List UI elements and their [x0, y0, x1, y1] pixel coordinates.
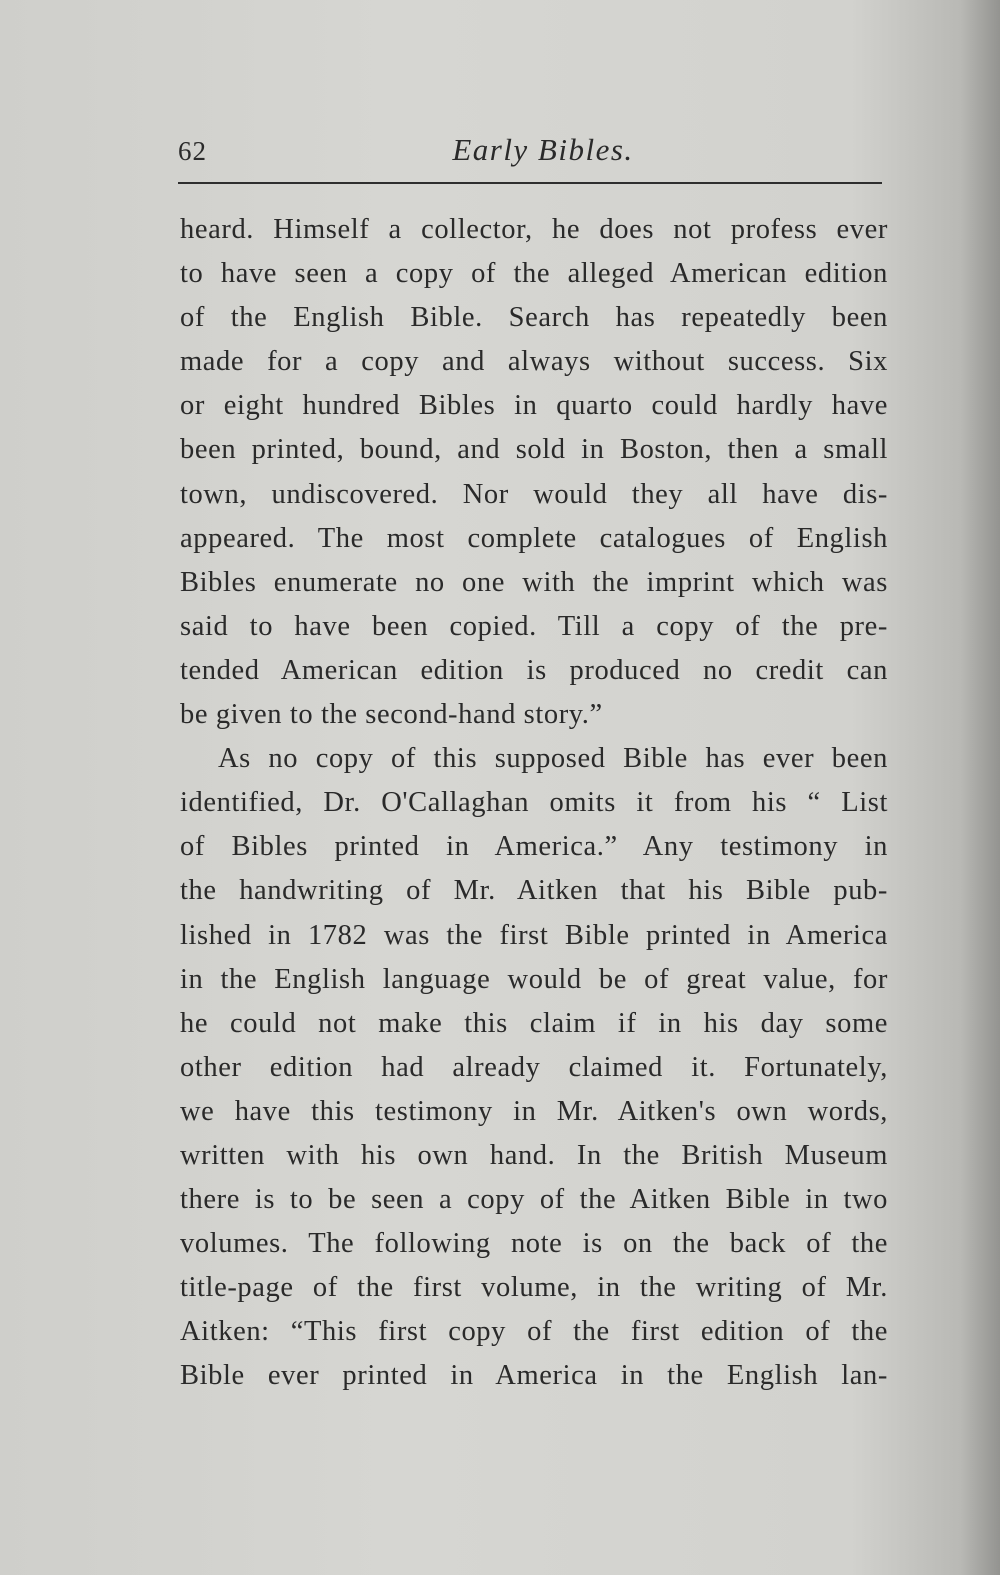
text-line: made for a copy and always without success. Six: [180, 346, 888, 378]
text-line: Bibles enumerate no one with the imprint which was: [180, 566, 888, 598]
text-line: be given to the second-hand story.”: [180, 699, 603, 731]
text-line: been printed, bound, and sold in Boston, then a small: [180, 434, 888, 466]
text-line: tended American edition is produced no credit can: [180, 654, 888, 686]
text-line: written with his own hand. In the British Museum: [180, 1139, 888, 1171]
text-line: heard. Himself a collector, he does not profess ever: [180, 214, 888, 245]
text-line: he could not make this claim if in his day some: [180, 1007, 888, 1039]
running-title: Early Bibles.: [452, 132, 634, 167]
text-line: town, undiscovered. Nor would they all have dis-: [180, 478, 888, 510]
paragraph: [180, 208, 888, 737]
text-line: of the English Bible. Search has repeatedly been: [180, 302, 888, 334]
text-line: appeared. The most complete catalogues of English: [180, 522, 888, 554]
text-line: of Bibles printed in America.” Any testimony in: [180, 831, 888, 863]
page-gutter-shadow: [960, 0, 1000, 1575]
text-line: said to have been copied. Till a copy of the pre-: [180, 610, 888, 642]
text-line: As no copy of this supposed Bible has ever been: [218, 743, 888, 775]
text-line: identified, Dr. O'Callaghan omits it from his “ List: [180, 787, 888, 819]
text-line: the handwriting of Mr. Aitken that his Bible pub-: [180, 875, 888, 907]
text-line: or eight hundred Bibles in quarto could hardly have: [180, 390, 888, 422]
body-text: [180, 208, 888, 1399]
text-line: Aitken: “This first copy of the first edition of the: [180, 1316, 888, 1348]
text-line: in the English language would be of great value, for: [180, 963, 888, 995]
text-line: we have this testimony in Mr. Aitken's own words,: [180, 1095, 888, 1127]
paragraph: [180, 737, 888, 1398]
text-line: there is to be seen a copy of the Aitken Bible in two: [180, 1184, 888, 1216]
header-rule: [178, 182, 882, 184]
text-line: title-page of the first volume, in the writing of Mr.: [180, 1272, 888, 1304]
text-line: to have seen a copy of the alleged American edition: [180, 258, 888, 290]
text-line: volumes. The following note is on the back of the: [180, 1228, 888, 1260]
running-head: [178, 132, 882, 172]
text-line: Bible ever printed in America in the English lan-: [180, 1360, 888, 1392]
page-number: 62: [178, 136, 207, 166]
text-line: lished in 1782 was the first Bible printed in America: [180, 919, 888, 951]
text-line: other edition had already claimed it. Fortunately,: [180, 1051, 888, 1083]
